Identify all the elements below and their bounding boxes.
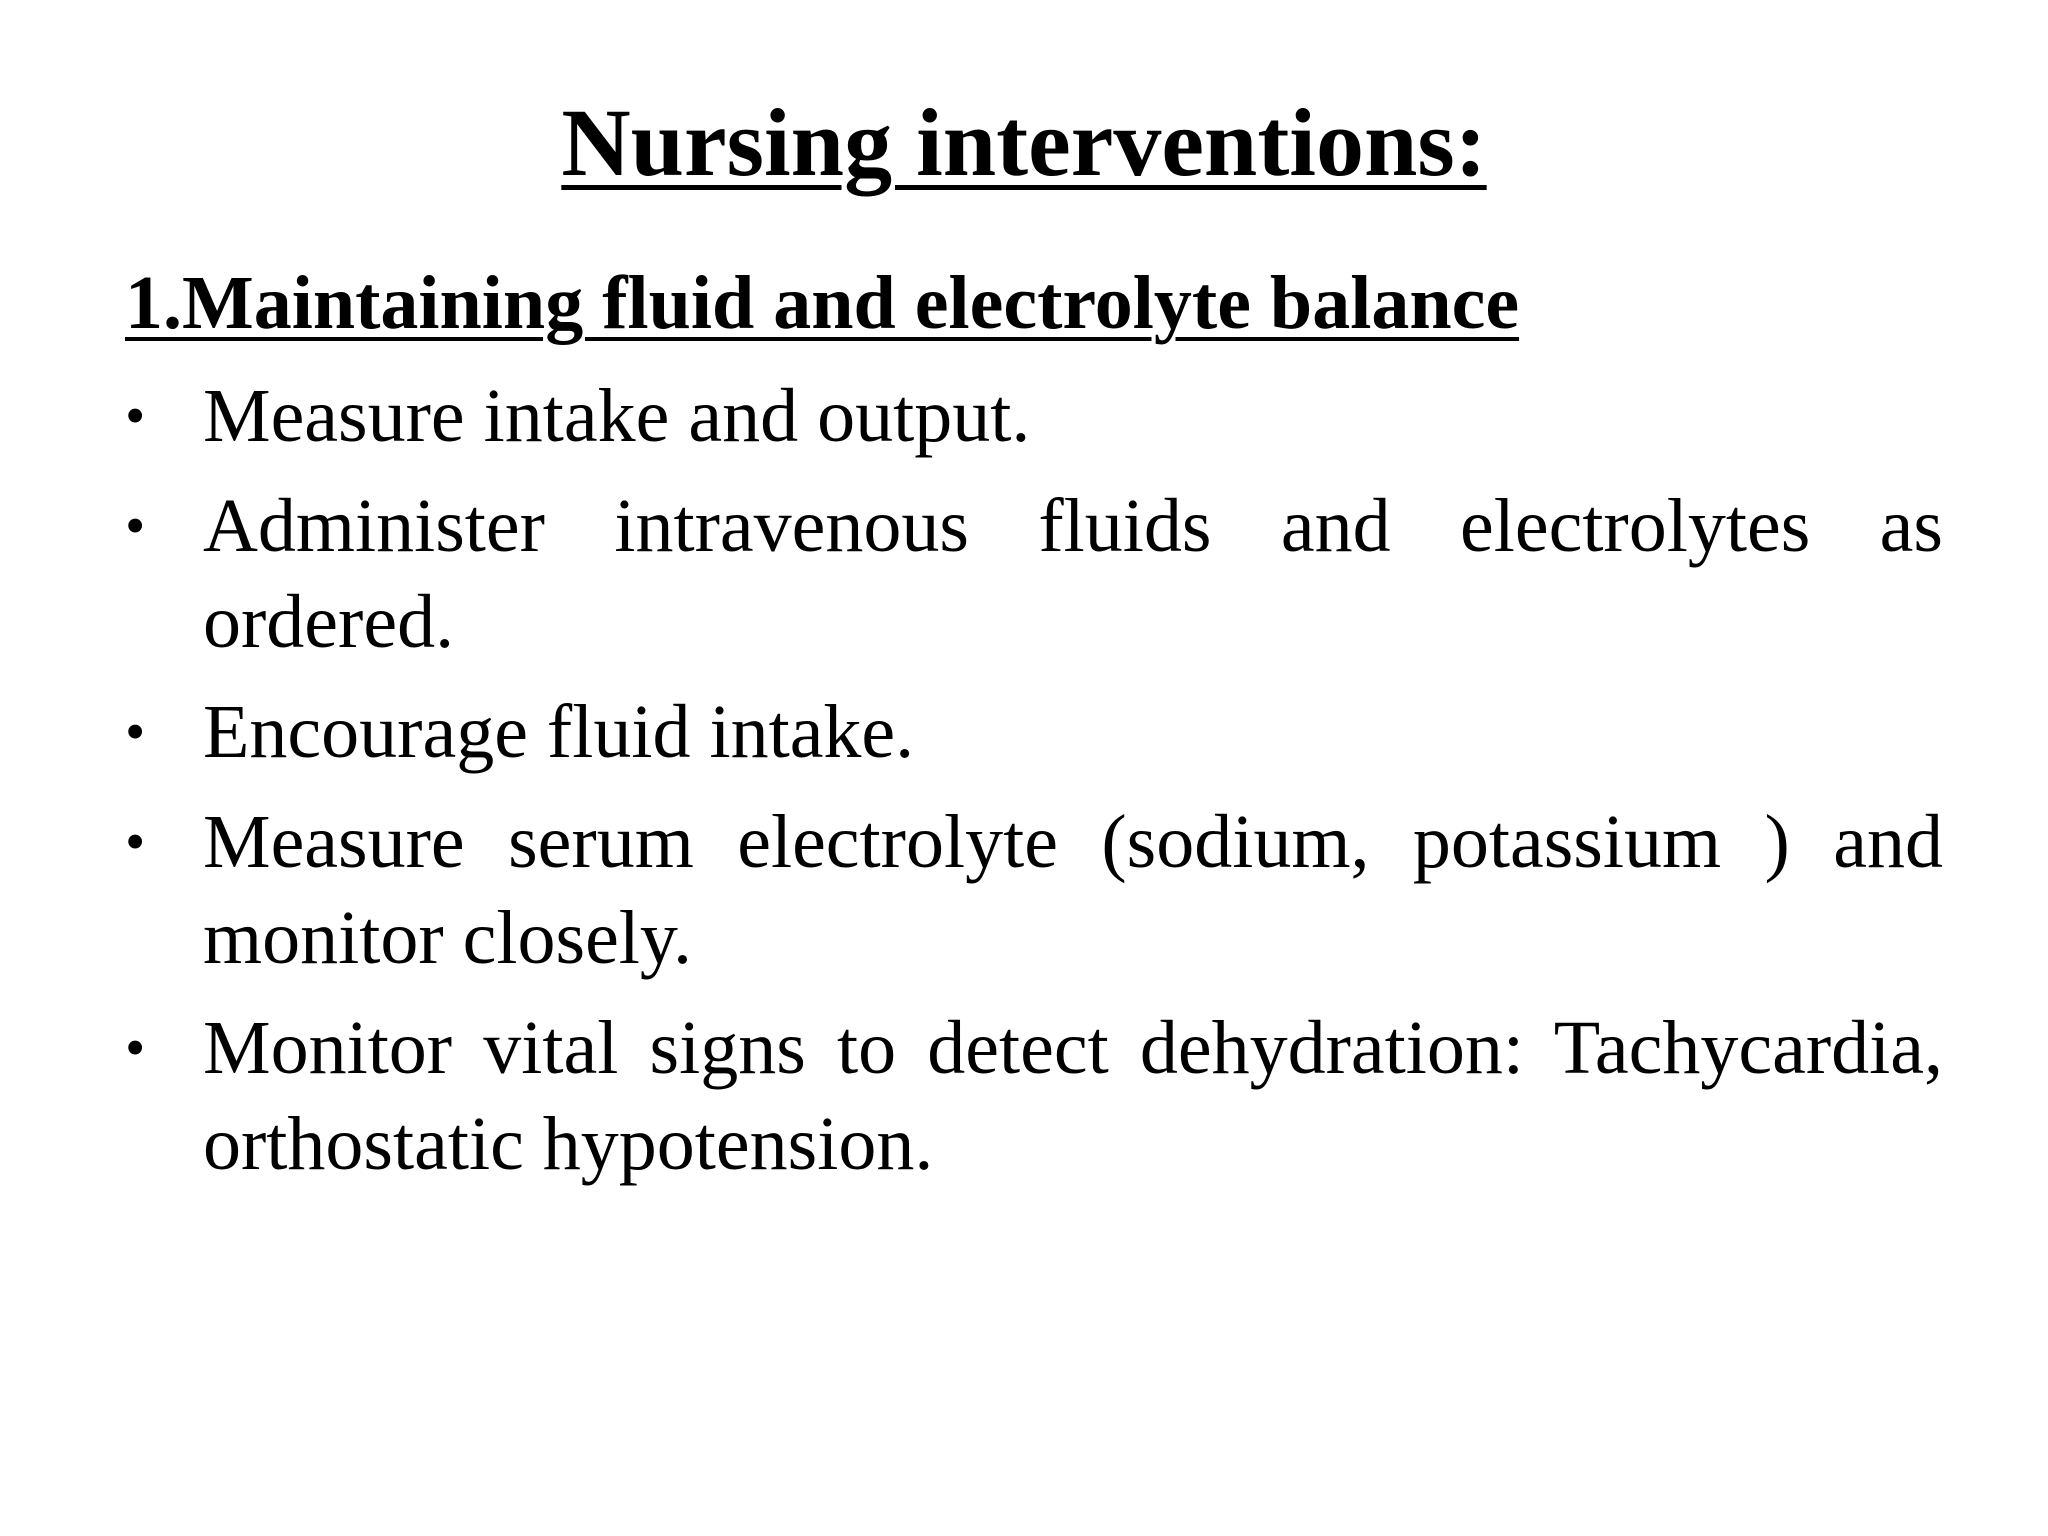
bullet-text: Monitor vital signs to detect dehydration: Tachycardia, orthostatic hypotension. [203, 1006, 1943, 1186]
bullet-icon: • [125, 1015, 146, 1080]
bullet-item [125, 1000, 1943, 1192]
bullet-text: Measure serum electrolyte (sodium, potassium ) and monitor closely. [203, 800, 1943, 980]
bullet-icon: • [125, 493, 146, 558]
bullet-icon: • [125, 699, 146, 764]
bullet-text: Encourage fluid intake. [203, 690, 915, 774]
bullet-list [125, 368, 1943, 1206]
bullet-icon: • [125, 809, 146, 874]
slide-title [0, 88, 2048, 198]
bullet-text: Administer intravenous fluids and electrolytes as ordered. [203, 484, 1943, 664]
bullet-text: Measure intake and output. [203, 374, 1031, 458]
bullet-item [125, 794, 1943, 986]
slide-title-text: Nursing interventions: [561, 89, 1487, 196]
bullet-item [125, 368, 1943, 464]
bullet-item [125, 684, 1943, 780]
bullet-icon: • [125, 383, 146, 448]
section-heading: 1.Maintaining fluid and electrolyte balance [125, 261, 1520, 345]
bullet-item [125, 478, 1943, 670]
